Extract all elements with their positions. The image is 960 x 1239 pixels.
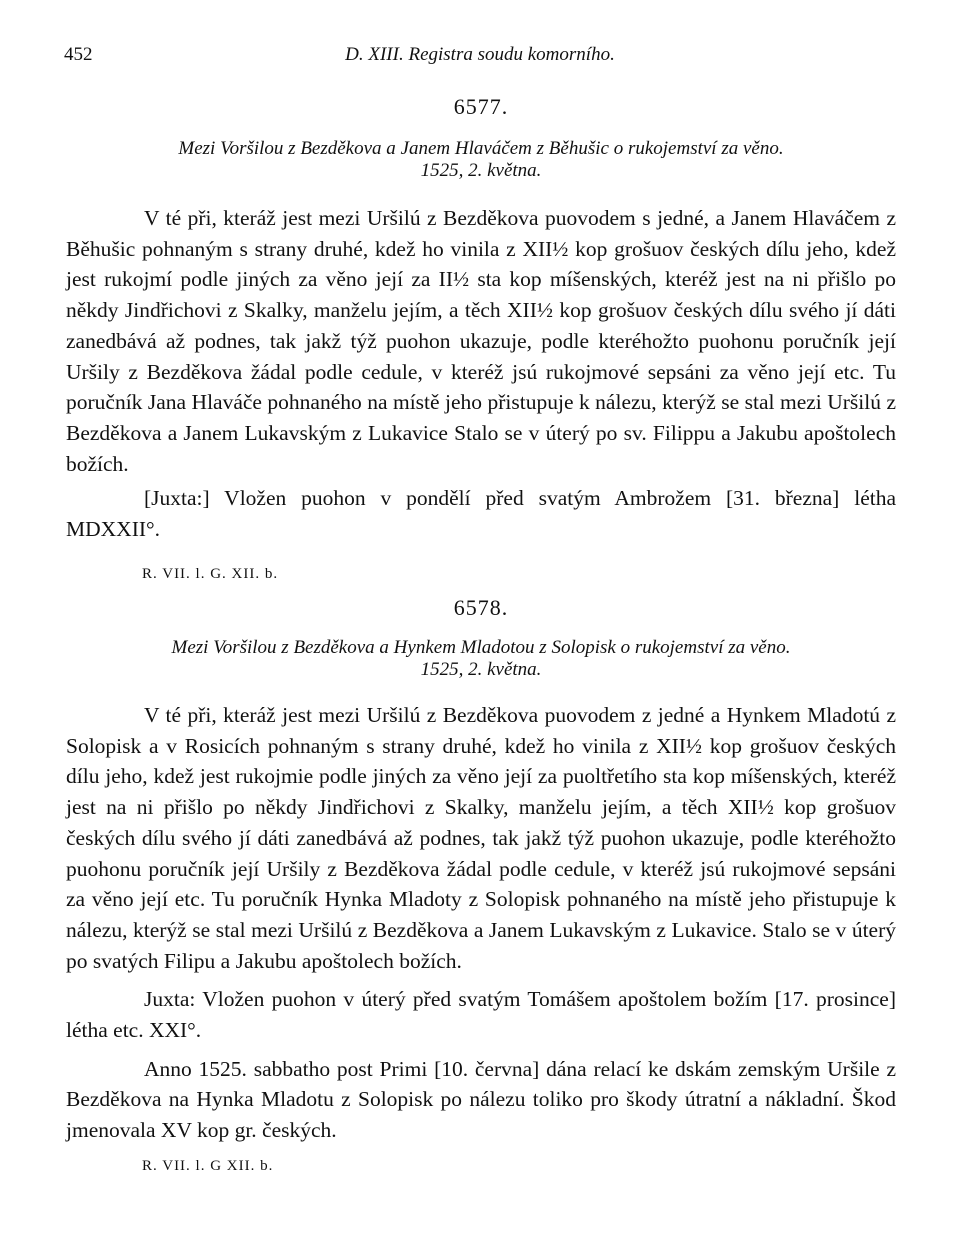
entry-number: 6577.: [453, 94, 509, 119]
paragraph: Juxta: Vložen puohon v úterý před svatým Tomášem apoštolem božím [17. prosince] létha etc. XXI°.: [66, 987, 896, 1043]
entry-heading: Mezi Voršilou z Bezděkova a Janem Hlaváčem z Běhušic o rukojemství za věno.: [178, 138, 784, 159]
entry-6577-body: [66, 203, 896, 545]
entry-date: 1525, 2. května.: [420, 659, 542, 680]
entry-heading: Mezi Voršilou z Bezděkova a Hynkem Mladotou z Solopisk o rukojemství za věno.: [171, 637, 791, 658]
paragraph: V té při, kteráž jest mezi Uršilú z Bezděkova puovodem z jedné a Hynkem Mladotú z Solopisk a v Rosicích pohnaným s strany druhé, kdež ho vinila z XII½ kop grošuov českých dílu jeho, kdež jest rukojmie podle jiných za věno její za puoltřetího sta kop míšenských, kteréž jest na ni přišlo po někdy Jindřichovi z Skalky, manželu jejím, a těch XII½ kop grošuov českých dílu svého jí dáti zanedbává až podnes, tak jakž týž puohon ukazuje, podle kteréhožto puohonu poručník její Uršily z Bezděkova žádal podle cedule, v kteréž jsú rukojmové sepsáni za věno její etc. Tu poručník Hynka Mladoty z Solopisk pohnaného na místě jeho přistupuje k nálezu, kterýž se stal mezi Uršilú z Bezděkova a Janem Lukavským z Lukavice. Stalo se v úterý po svatých Filipu a Jakubu apoštolech božích.: [66, 703, 896, 973]
archival-signature: R. VII. l. G. XII. b.: [142, 566, 279, 582]
entry-number: 6578.: [453, 595, 509, 620]
page-header: [64, 44, 896, 74]
paragraph: V té při, kteráž jest mezi Uršilú z Bezděkova puovodem s jedné, a Janem Hlaváčem z Běhušic pohnaným s strany druhé, kdež ho vinila z XII½ kop grošuov českých dílu jeho, kdež jest rukojmí podle jiných za věno její za II½ sta kop míšenských, kteréž jest na ni přišlo po někdy Jindřichovi z Skalky, manželu jejím, a těch XII½ kop grošuov českých dílu svého jí dáti zanedbává až podnes, tak jakž týž puohon ukazuje, podle kteréhožto puohonu poručník její Uršily z Bezděkova žádal podle cedule, v kteréž jsú rukojmové sepsáni za věno její etc. Tu poručník Jana Hlaváče pohnaného na místě jeho přistupuje k nálezu, kterýž se stal mezi Uršilú z Bezděkova a Janem Lukavským z Lukavice Stalo se v úterý po sv. Filippu a Jakubu apoštolech božích.: [66, 206, 896, 476]
entry-6578-header: [66, 595, 896, 681]
running-title: D. XIII. Registra soudu komorního.: [345, 44, 615, 65]
entry-6578-body: [66, 700, 896, 1146]
page-number: 452: [64, 44, 93, 65]
paragraph: Anno 1525. sabbatho post Primi [10. června] dána relací ke dskám zemským Uršile z Bezděkova na Hynka Mladotu z Solopisk po nálezu toliko pro škody útratní a nákladní. Škod jmenovala XV kop gr. českých.: [66, 1056, 896, 1143]
archival-signature: R. VII. l. G XII. b.: [142, 1158, 274, 1174]
paragraph: [Juxta:] Vložen puohon v pondělí před svatým Ambrožem [31. března] létha MDXXII°.: [66, 486, 896, 542]
entry-date: 1525, 2. května.: [420, 160, 542, 181]
entry-6577-header: [66, 94, 896, 182]
